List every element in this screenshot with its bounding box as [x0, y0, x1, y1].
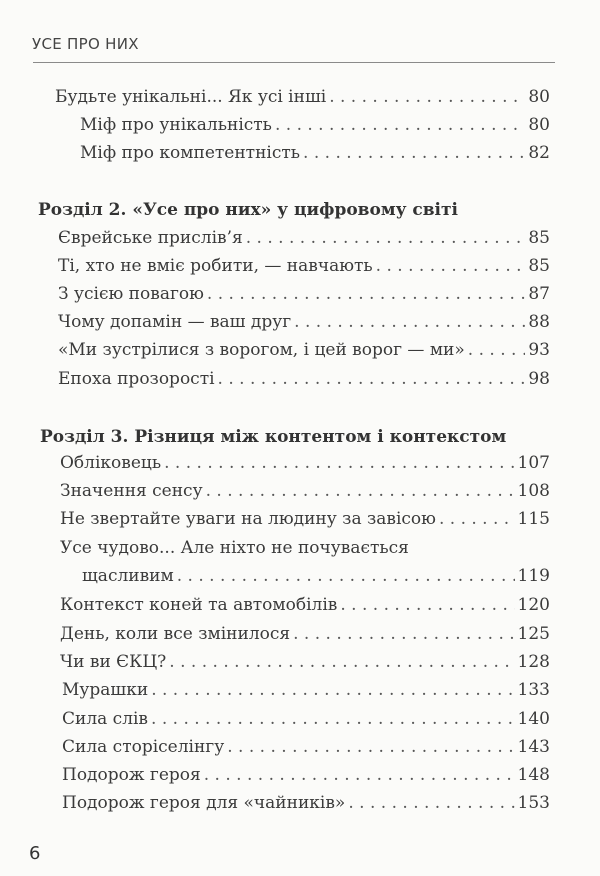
leader-dots — [206, 480, 515, 502]
chapter-heading: Розділ 3. Різниця між контентом і контекстом — [40, 427, 507, 447]
toc-page: 107 — [517, 453, 550, 473]
toc-title: «Ми зустрілися з ворогом, і цей ворог — ми» — [58, 340, 465, 360]
leader-dots — [468, 339, 526, 361]
toc-title: Сила сторіселінгу — [62, 737, 225, 757]
toc-entry — [58, 283, 550, 305]
toc-title: Міф про компетентність — [80, 143, 301, 163]
leader-dots — [151, 679, 514, 701]
toc-page: 82 — [528, 143, 550, 163]
toc-page: 153 — [517, 793, 550, 813]
toc-page: 148 — [517, 765, 550, 785]
header-rule — [33, 62, 555, 63]
toc-entry — [62, 792, 550, 814]
toc-title: Мурашки — [62, 680, 149, 700]
toc-page: 115 — [517, 509, 550, 529]
leader-dots — [294, 311, 525, 333]
toc-entry — [58, 255, 550, 277]
toc-page: 128 — [517, 652, 550, 672]
toc-page: 119 — [517, 566, 550, 586]
toc-entry — [58, 227, 550, 249]
leader-dots — [246, 227, 526, 249]
toc-entry — [58, 339, 550, 361]
toc-title: Чому допамін — ваш друг — [58, 312, 292, 332]
leader-dots — [218, 368, 526, 390]
toc-title: Усе чудово... Але ніхто не почувається — [60, 538, 409, 558]
toc-entry — [60, 594, 550, 616]
toc-page: 133 — [517, 680, 550, 700]
toc-page: 125 — [517, 624, 550, 644]
toc-title: Обліковець — [60, 453, 162, 473]
leader-dots — [376, 255, 526, 277]
toc-title: Подорож героя для «чайників» — [62, 793, 346, 813]
toc-title: Будьте унікальні... Як усі інші — [55, 87, 327, 107]
leader-dots — [329, 86, 525, 108]
leader-dots — [151, 708, 515, 730]
leader-dots — [275, 114, 525, 136]
toc-title: День, коли все змінилося — [60, 624, 291, 644]
toc-title: Епоха прозорості — [58, 369, 215, 389]
toc-page: 85 — [528, 256, 550, 276]
leader-dots — [169, 651, 514, 673]
toc-entry — [62, 736, 550, 758]
toc-title: Ті, хто не вміє робити, — навчають — [58, 256, 373, 276]
leader-dots — [227, 736, 514, 758]
leader-dots — [204, 764, 515, 786]
toc-page: 87 — [528, 284, 550, 304]
toc-page: 88 — [528, 312, 550, 332]
toc-title: Єврейське прислів’я — [58, 228, 243, 248]
leader-dots — [177, 565, 515, 587]
toc-title: Подорож героя — [62, 765, 201, 785]
toc-entry — [62, 708, 550, 730]
toc-page: 80 — [528, 115, 550, 135]
toc-page: 85 — [528, 228, 550, 248]
toc-entry — [60, 508, 550, 530]
toc-entry — [80, 114, 550, 136]
leader-dots — [348, 792, 514, 814]
page-number: 6 — [29, 843, 41, 864]
toc-entry — [62, 679, 550, 701]
leader-dots — [207, 283, 525, 305]
toc-title: Чи ви ЄКЦ? — [60, 652, 167, 672]
toc-title: Контекст коней та автомобілів — [60, 595, 338, 615]
running-head: УСЕ ПРО НИХ — [32, 35, 139, 53]
toc-entry — [62, 764, 550, 786]
toc-page: 93 — [528, 340, 550, 360]
leader-dots — [340, 594, 514, 616]
toc-page: 120 — [517, 595, 550, 615]
toc-title-continuation: щасливим — [82, 566, 174, 586]
toc-page: 143 — [517, 737, 550, 757]
toc-page: 108 — [517, 481, 550, 501]
leader-dots — [439, 508, 515, 530]
toc-entry — [58, 311, 550, 333]
toc-entry — [55, 86, 550, 108]
toc-page: 98 — [528, 369, 550, 389]
toc-entry — [60, 651, 550, 673]
toc-entry — [60, 623, 550, 645]
toc-entry — [60, 480, 550, 502]
toc-title: Сила слів — [62, 709, 149, 729]
toc-title: Не звертайте уваги на людину за завісою — [60, 509, 436, 529]
toc-entry — [60, 452, 550, 474]
leader-dots — [303, 142, 525, 164]
toc-entry — [82, 565, 550, 587]
toc-page: 140 — [517, 709, 550, 729]
leader-dots — [293, 623, 514, 645]
toc-entry — [80, 142, 550, 164]
toc-title: Міф про унікальність — [80, 115, 272, 135]
toc-title: З усією повагою — [58, 284, 204, 304]
toc-page: 80 — [528, 87, 550, 107]
toc-entry — [58, 368, 550, 390]
leader-dots — [164, 452, 514, 474]
chapter-heading: Розділ 2. «Усе про них» у цифровому світі — [38, 200, 459, 220]
toc-title: Значення сенсу — [60, 481, 203, 501]
